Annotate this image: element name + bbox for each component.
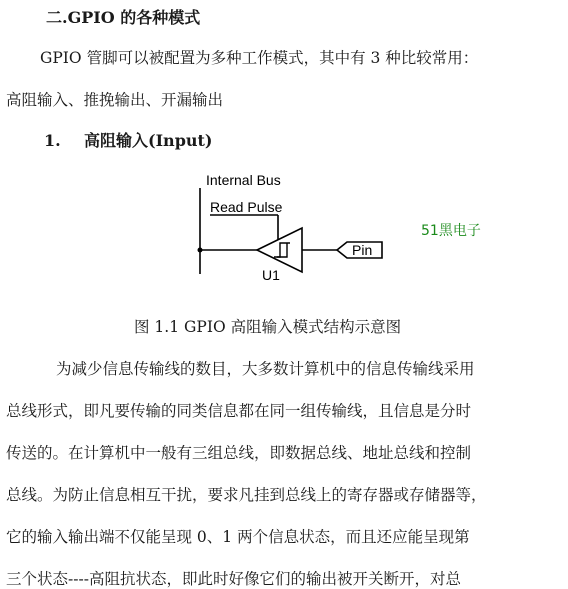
section-heading: 二.GPIO 的各种模式 bbox=[46, 8, 201, 27]
u1-label: U1 bbox=[262, 267, 280, 283]
intro-paragraph-line-2: 高阻输入、推挽输出、开漏输出 bbox=[6, 91, 224, 109]
body-line-1: 为减少信息传输线的数目，大多数计算机中的信息传输线采用 bbox=[56, 360, 475, 378]
figure-caption: 图 1.1 GPIO 高阻输入模式结构示意图 bbox=[134, 318, 402, 336]
body-line-4: 总线。为防止信息相互干扰，要求凡挂到总线上的寄存器或存储器等， bbox=[6, 486, 487, 504]
body-line-3: 传送的。在计算机中一般有三组总线，即数据总线、地址总线和控制 bbox=[6, 444, 472, 462]
body-line-6: 三个状态----高阻抗状态，即此时好像它们的输出被开关断开，对总 bbox=[6, 570, 461, 588]
pin-label: Pin bbox=[352, 242, 373, 258]
gpio-input-diagram bbox=[182, 166, 397, 286]
body-line-5: 它的输入输出端不仅能呈现 0、1 两个信息状态，而且还应能呈现第 bbox=[6, 528, 470, 546]
subheading-number: 1. bbox=[44, 131, 61, 150]
junction-dot bbox=[198, 248, 203, 253]
subheading bbox=[44, 131, 212, 151]
internal-bus-label: Internal Bus bbox=[206, 172, 281, 188]
watermark: 51黑电子 bbox=[421, 223, 481, 239]
intro-paragraph-line-1: GPIO 管脚可以被配置为多种工作模式，其中有 3 种比较常用： bbox=[40, 49, 479, 67]
body-line-2: 总线形式，即凡要传输的同类信息都在同一组传输线，且信息是分时 bbox=[6, 402, 472, 420]
read-pulse-label: Read Pulse bbox=[210, 199, 283, 215]
subheading-title: 高阻输入(Input) bbox=[84, 131, 213, 150]
